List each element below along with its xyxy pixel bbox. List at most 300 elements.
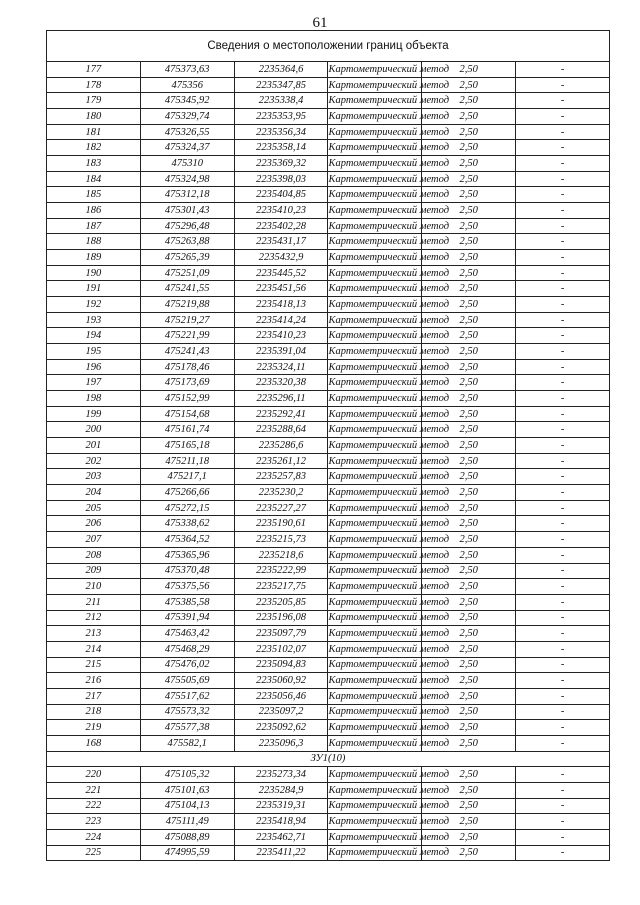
table-row <box>47 171 610 187</box>
method-cell: Картометрический метод <box>328 814 422 830</box>
accuracy-cell: 2,50 <box>422 845 516 861</box>
x-coordinate-cell: 475178,46 <box>140 359 234 375</box>
description-cell: - <box>516 187 610 203</box>
y-coordinate-cell: 2235056,46 <box>234 688 328 704</box>
description-cell: - <box>516 735 610 751</box>
x-coordinate-cell: 475266,66 <box>140 485 234 501</box>
point-number-cell: 198 <box>47 391 141 407</box>
x-coordinate-cell: 475152,99 <box>140 391 234 407</box>
accuracy-cell: 2,50 <box>422 814 516 830</box>
table-row <box>47 109 610 125</box>
description-cell: - <box>516 62 610 78</box>
table-row <box>47 814 610 830</box>
table-row <box>47 156 610 172</box>
point-number-cell: 200 <box>47 422 141 438</box>
point-number-cell: 191 <box>47 281 141 297</box>
accuracy-cell: 2,50 <box>422 532 516 548</box>
x-coordinate-cell: 475272,15 <box>140 500 234 516</box>
point-number-cell: 219 <box>47 720 141 736</box>
y-coordinate-cell: 2235261,12 <box>234 453 328 469</box>
point-number-cell: 180 <box>47 109 141 125</box>
table-row <box>47 532 610 548</box>
description-cell: - <box>516 469 610 485</box>
x-coordinate-cell: 475582,1 <box>140 735 234 751</box>
y-coordinate-cell: 2235218,6 <box>234 547 328 563</box>
x-coordinate-cell: 475161,74 <box>140 422 234 438</box>
method-cell: Картометрический метод <box>328 234 422 250</box>
method-cell: Картометрический метод <box>328 93 422 109</box>
method-cell: Картометрический метод <box>328 297 422 313</box>
accuracy-cell: 2,50 <box>422 469 516 485</box>
point-number-cell: 185 <box>47 187 141 203</box>
table-row <box>47 516 610 532</box>
y-coordinate-cell: 2235102,07 <box>234 641 328 657</box>
accuracy-cell: 2,50 <box>422 673 516 689</box>
point-number-cell: 215 <box>47 657 141 673</box>
y-coordinate-cell: 2235398,03 <box>234 171 328 187</box>
point-number-cell: 220 <box>47 767 141 783</box>
description-cell: - <box>516 359 610 375</box>
table-row <box>47 438 610 454</box>
y-coordinate-cell: 2235418,13 <box>234 297 328 313</box>
description-cell: - <box>516 829 610 845</box>
point-number-cell: 197 <box>47 375 141 391</box>
method-cell: Картометрический метод <box>328 532 422 548</box>
description-cell: - <box>516 673 610 689</box>
description-cell: - <box>516 845 610 861</box>
point-number-cell: 212 <box>47 610 141 626</box>
accuracy-cell: 2,50 <box>422 234 516 250</box>
table-row <box>47 218 610 234</box>
table-row <box>47 845 610 861</box>
point-number-cell: 177 <box>47 62 141 78</box>
method-cell: Картометрический метод <box>328 250 422 266</box>
accuracy-cell: 2,50 <box>422 453 516 469</box>
x-coordinate-cell: 475326,55 <box>140 124 234 140</box>
table-row <box>47 610 610 626</box>
accuracy-cell: 2,50 <box>422 516 516 532</box>
accuracy-cell: 2,50 <box>422 156 516 172</box>
y-coordinate-cell: 2235418,94 <box>234 814 328 830</box>
accuracy-cell: 2,50 <box>422 610 516 626</box>
table-row <box>47 720 610 736</box>
point-number-cell: 189 <box>47 250 141 266</box>
y-coordinate-cell: 2235347,85 <box>234 77 328 93</box>
y-coordinate-cell: 2235402,28 <box>234 218 328 234</box>
method-cell: Картометрический метод <box>328 641 422 657</box>
x-coordinate-cell: 475324,98 <box>140 171 234 187</box>
method-cell: Картометрический метод <box>328 203 422 219</box>
x-coordinate-cell: 475517,62 <box>140 688 234 704</box>
point-number-cell: 202 <box>47 453 141 469</box>
point-number-cell: 193 <box>47 312 141 328</box>
description-cell: - <box>516 250 610 266</box>
table-row <box>47 798 610 814</box>
accuracy-cell: 2,50 <box>422 250 516 266</box>
method-cell: Картометрический метод <box>328 171 422 187</box>
point-number-cell: 192 <box>47 297 141 313</box>
method-cell: Картометрический метод <box>328 344 422 360</box>
accuracy-cell: 2,50 <box>422 93 516 109</box>
description-cell: - <box>516 171 610 187</box>
accuracy-cell: 2,50 <box>422 594 516 610</box>
accuracy-cell: 2,50 <box>422 438 516 454</box>
description-cell: - <box>516 234 610 250</box>
y-coordinate-cell: 2235410,23 <box>234 328 328 344</box>
x-coordinate-cell: 475211,18 <box>140 453 234 469</box>
point-number-cell: 181 <box>47 124 141 140</box>
x-coordinate-cell: 475221,99 <box>140 328 234 344</box>
x-coordinate-cell: 475338,62 <box>140 516 234 532</box>
x-coordinate-cell: 475375,56 <box>140 579 234 595</box>
method-cell: Картометрический метод <box>328 626 422 642</box>
point-number-cell: 224 <box>47 829 141 845</box>
accuracy-cell: 2,50 <box>422 626 516 642</box>
x-coordinate-cell: 475505,69 <box>140 673 234 689</box>
description-cell: - <box>516 704 610 720</box>
x-coordinate-cell: 475101,63 <box>140 782 234 798</box>
table-row <box>47 688 610 704</box>
point-number-cell: 213 <box>47 626 141 642</box>
description-cell: - <box>516 641 610 657</box>
x-coordinate-cell: 474995,59 <box>140 845 234 861</box>
x-coordinate-cell: 475301,43 <box>140 203 234 219</box>
point-number-cell: 199 <box>47 406 141 422</box>
y-coordinate-cell: 2235097,2 <box>234 704 328 720</box>
method-cell: Картометрический метод <box>328 720 422 736</box>
section-row <box>47 751 610 767</box>
x-coordinate-cell: 475345,92 <box>140 93 234 109</box>
method-cell: Картометрический метод <box>328 312 422 328</box>
point-number-cell: 201 <box>47 438 141 454</box>
description-cell: - <box>516 563 610 579</box>
method-cell: Картометрический метод <box>328 281 422 297</box>
method-cell: Картометрический метод <box>328 579 422 595</box>
method-cell: Картометрический метод <box>328 516 422 532</box>
point-number-cell: 205 <box>47 500 141 516</box>
table-row <box>47 328 610 344</box>
description-cell: - <box>516 140 610 156</box>
method-cell: Картометрический метод <box>328 704 422 720</box>
description-cell: - <box>516 657 610 673</box>
method-cell: Картометрический метод <box>328 547 422 563</box>
table-row <box>47 62 610 78</box>
description-cell: - <box>516 391 610 407</box>
x-coordinate-cell: 475324,37 <box>140 140 234 156</box>
accuracy-cell: 2,50 <box>422 62 516 78</box>
table-row <box>47 187 610 203</box>
y-coordinate-cell: 2235227,27 <box>234 500 328 516</box>
table-row <box>47 735 610 751</box>
accuracy-cell: 2,50 <box>422 171 516 187</box>
accuracy-cell: 2,50 <box>422 375 516 391</box>
x-coordinate-cell: 475263,88 <box>140 234 234 250</box>
method-cell: Картометрический метод <box>328 798 422 814</box>
y-coordinate-cell: 2235320,38 <box>234 375 328 391</box>
description-cell: - <box>516 312 610 328</box>
accuracy-cell: 2,50 <box>422 109 516 125</box>
table-row <box>47 203 610 219</box>
method-cell: Картометрический метод <box>328 62 422 78</box>
method-cell: Картометрический метод <box>328 140 422 156</box>
description-cell: - <box>516 720 610 736</box>
accuracy-cell: 2,50 <box>422 312 516 328</box>
x-coordinate-cell: 475312,18 <box>140 187 234 203</box>
description-cell: - <box>516 422 610 438</box>
y-coordinate-cell: 2235292,41 <box>234 406 328 422</box>
boundary-table <box>46 30 610 861</box>
method-cell: Картометрический метод <box>328 469 422 485</box>
method-cell: Картометрический метод <box>328 218 422 234</box>
description-cell: - <box>516 782 610 798</box>
description-cell: - <box>516 532 610 548</box>
method-cell: Картометрический метод <box>328 735 422 751</box>
method-cell: Картометрический метод <box>328 782 422 798</box>
point-number-cell: 204 <box>47 485 141 501</box>
description-cell: - <box>516 93 610 109</box>
method-cell: Картометрический метод <box>328 767 422 783</box>
y-coordinate-cell: 2235404,85 <box>234 187 328 203</box>
point-number-cell: 178 <box>47 77 141 93</box>
method-cell: Картометрический метод <box>328 453 422 469</box>
point-number-cell: 183 <box>47 156 141 172</box>
point-number-cell: 222 <box>47 798 141 814</box>
y-coordinate-cell: 2235410,23 <box>234 203 328 219</box>
table-row <box>47 234 610 250</box>
table-row <box>47 704 610 720</box>
table-row <box>47 93 610 109</box>
point-number-cell: 190 <box>47 265 141 281</box>
method-cell: Картометрический метод <box>328 391 422 407</box>
accuracy-cell: 2,50 <box>422 767 516 783</box>
description-cell: - <box>516 265 610 281</box>
point-number-cell: 218 <box>47 704 141 720</box>
accuracy-cell: 2,50 <box>422 704 516 720</box>
accuracy-cell: 2,50 <box>422 563 516 579</box>
accuracy-cell: 2,50 <box>422 798 516 814</box>
method-cell: Картометрический метод <box>328 422 422 438</box>
accuracy-cell: 2,50 <box>422 297 516 313</box>
y-coordinate-cell: 2235096,3 <box>234 735 328 751</box>
description-cell: - <box>516 297 610 313</box>
point-number-cell: 216 <box>47 673 141 689</box>
x-coordinate-cell: 475217,1 <box>140 469 234 485</box>
point-number-cell: 221 <box>47 782 141 798</box>
table-row <box>47 406 610 422</box>
y-coordinate-cell: 2235364,6 <box>234 62 328 78</box>
table-row <box>47 594 610 610</box>
point-number-cell: 179 <box>47 93 141 109</box>
point-number-cell: 203 <box>47 469 141 485</box>
method-cell: Картометрический метод <box>328 156 422 172</box>
y-coordinate-cell: 2235288,64 <box>234 422 328 438</box>
y-coordinate-cell: 2235338,4 <box>234 93 328 109</box>
x-coordinate-cell: 475173,69 <box>140 375 234 391</box>
y-coordinate-cell: 2235358,14 <box>234 140 328 156</box>
method-cell: Картометрический метод <box>328 359 422 375</box>
x-coordinate-cell: 475241,55 <box>140 281 234 297</box>
description-cell: - <box>516 610 610 626</box>
method-cell: Картометрический метод <box>328 673 422 689</box>
accuracy-cell: 2,50 <box>422 265 516 281</box>
x-coordinate-cell: 475365,96 <box>140 547 234 563</box>
x-coordinate-cell: 475219,27 <box>140 312 234 328</box>
y-coordinate-cell: 2235205,85 <box>234 594 328 610</box>
table-row <box>47 626 610 642</box>
page-number: 61 <box>312 15 328 31</box>
description-cell: - <box>516 547 610 563</box>
table-row <box>47 673 610 689</box>
table-row <box>47 422 610 438</box>
description-cell: - <box>516 109 610 125</box>
description-cell: - <box>516 594 610 610</box>
point-number-cell: 182 <box>47 140 141 156</box>
y-coordinate-cell: 2235286,6 <box>234 438 328 454</box>
accuracy-cell: 2,50 <box>422 735 516 751</box>
description-cell: - <box>516 485 610 501</box>
accuracy-cell: 2,50 <box>422 422 516 438</box>
point-number-cell: 211 <box>47 594 141 610</box>
accuracy-cell: 2,50 <box>422 657 516 673</box>
x-coordinate-cell: 475104,13 <box>140 798 234 814</box>
accuracy-cell: 2,50 <box>422 140 516 156</box>
method-cell: Картометрический метод <box>328 265 422 281</box>
method-cell: Картометрический метод <box>328 657 422 673</box>
method-cell: Картометрический метод <box>328 109 422 125</box>
point-number-cell: 206 <box>47 516 141 532</box>
description-cell: - <box>516 516 610 532</box>
y-coordinate-cell: 2235445,52 <box>234 265 328 281</box>
method-cell: Картометрический метод <box>328 438 422 454</box>
method-cell: Картометрический метод <box>328 688 422 704</box>
method-cell: Картометрический метод <box>328 829 422 845</box>
table-row <box>47 657 610 673</box>
y-coordinate-cell: 2235369,32 <box>234 156 328 172</box>
table-row <box>47 547 610 563</box>
accuracy-cell: 2,50 <box>422 829 516 845</box>
point-number-cell: 214 <box>47 641 141 657</box>
method-cell: Картометрический метод <box>328 563 422 579</box>
accuracy-cell: 2,50 <box>422 344 516 360</box>
description-cell: - <box>516 218 610 234</box>
description-cell: - <box>516 375 610 391</box>
method-cell: Картометрический метод <box>328 845 422 861</box>
description-cell: - <box>516 626 610 642</box>
x-coordinate-cell: 475373,63 <box>140 62 234 78</box>
point-number-cell: 168 <box>47 735 141 751</box>
point-number-cell: 223 <box>47 814 141 830</box>
table-row <box>47 782 610 798</box>
x-coordinate-cell: 475573,32 <box>140 704 234 720</box>
accuracy-cell: 2,50 <box>422 641 516 657</box>
table-row <box>47 579 610 595</box>
y-coordinate-cell: 2235097,79 <box>234 626 328 642</box>
y-coordinate-cell: 2235356,34 <box>234 124 328 140</box>
accuracy-cell: 2,50 <box>422 281 516 297</box>
y-coordinate-cell: 2235319,31 <box>234 798 328 814</box>
description-cell: - <box>516 281 610 297</box>
method-cell: Картометрический метод <box>328 124 422 140</box>
table-row <box>47 124 610 140</box>
y-coordinate-cell: 2235190,61 <box>234 516 328 532</box>
accuracy-cell: 2,50 <box>422 579 516 595</box>
method-cell: Картометрический метод <box>328 485 422 501</box>
method-cell: Картометрический метод <box>328 77 422 93</box>
x-coordinate-cell: 475370,48 <box>140 563 234 579</box>
description-cell: - <box>516 814 610 830</box>
point-number-cell: 208 <box>47 547 141 563</box>
point-number-cell: 207 <box>47 532 141 548</box>
table-row <box>47 312 610 328</box>
point-number-cell: 184 <box>47 171 141 187</box>
description-cell: - <box>516 688 610 704</box>
point-number-cell: 217 <box>47 688 141 704</box>
table-row <box>47 281 610 297</box>
accuracy-cell: 2,50 <box>422 500 516 516</box>
description-cell: - <box>516 453 610 469</box>
x-coordinate-cell: 475385,58 <box>140 594 234 610</box>
y-coordinate-cell: 2235391,04 <box>234 344 328 360</box>
y-coordinate-cell: 2235324,11 <box>234 359 328 375</box>
accuracy-cell: 2,50 <box>422 391 516 407</box>
y-coordinate-cell: 2235432,9 <box>234 250 328 266</box>
x-coordinate-cell: 475356 <box>140 77 234 93</box>
description-cell: - <box>516 438 610 454</box>
accuracy-cell: 2,50 <box>422 782 516 798</box>
y-coordinate-cell: 2235092,62 <box>234 720 328 736</box>
point-number-cell: 194 <box>47 328 141 344</box>
y-coordinate-cell: 2235222,99 <box>234 563 328 579</box>
accuracy-cell: 2,50 <box>422 218 516 234</box>
accuracy-cell: 2,50 <box>422 124 516 140</box>
table-row <box>47 563 610 579</box>
coordinates-sheet <box>46 30 610 861</box>
x-coordinate-cell: 475296,48 <box>140 218 234 234</box>
table-row <box>47 500 610 516</box>
method-cell: Картометрический метод <box>328 187 422 203</box>
point-number-cell: 210 <box>47 579 141 595</box>
y-coordinate-cell: 2235296,11 <box>234 391 328 407</box>
table-row <box>47 453 610 469</box>
table-row <box>47 77 610 93</box>
table-row <box>47 344 610 360</box>
point-number-cell: 195 <box>47 344 141 360</box>
y-coordinate-cell: 2235094,83 <box>234 657 328 673</box>
point-number-cell: 186 <box>47 203 141 219</box>
x-coordinate-cell: 475468,29 <box>140 641 234 657</box>
table-row <box>47 297 610 313</box>
description-cell: - <box>516 767 610 783</box>
point-number-cell: 225 <box>47 845 141 861</box>
y-coordinate-cell: 2235257,83 <box>234 469 328 485</box>
description-cell: - <box>516 344 610 360</box>
table-title-row <box>47 31 610 62</box>
y-coordinate-cell: 2235273,34 <box>234 767 328 783</box>
x-coordinate-cell: 475105,32 <box>140 767 234 783</box>
y-coordinate-cell: 2235431,17 <box>234 234 328 250</box>
x-coordinate-cell: 475154,68 <box>140 406 234 422</box>
x-coordinate-cell: 475165,18 <box>140 438 234 454</box>
method-cell: Картометрический метод <box>328 610 422 626</box>
point-number-cell: 196 <box>47 359 141 375</box>
x-coordinate-cell: 475111,49 <box>140 814 234 830</box>
section-label: ЗУ1(10) <box>47 751 610 767</box>
y-coordinate-cell: 2235215,73 <box>234 532 328 548</box>
table-row <box>47 140 610 156</box>
description-cell: - <box>516 156 610 172</box>
y-coordinate-cell: 2235411,22 <box>234 845 328 861</box>
y-coordinate-cell: 2235284,9 <box>234 782 328 798</box>
